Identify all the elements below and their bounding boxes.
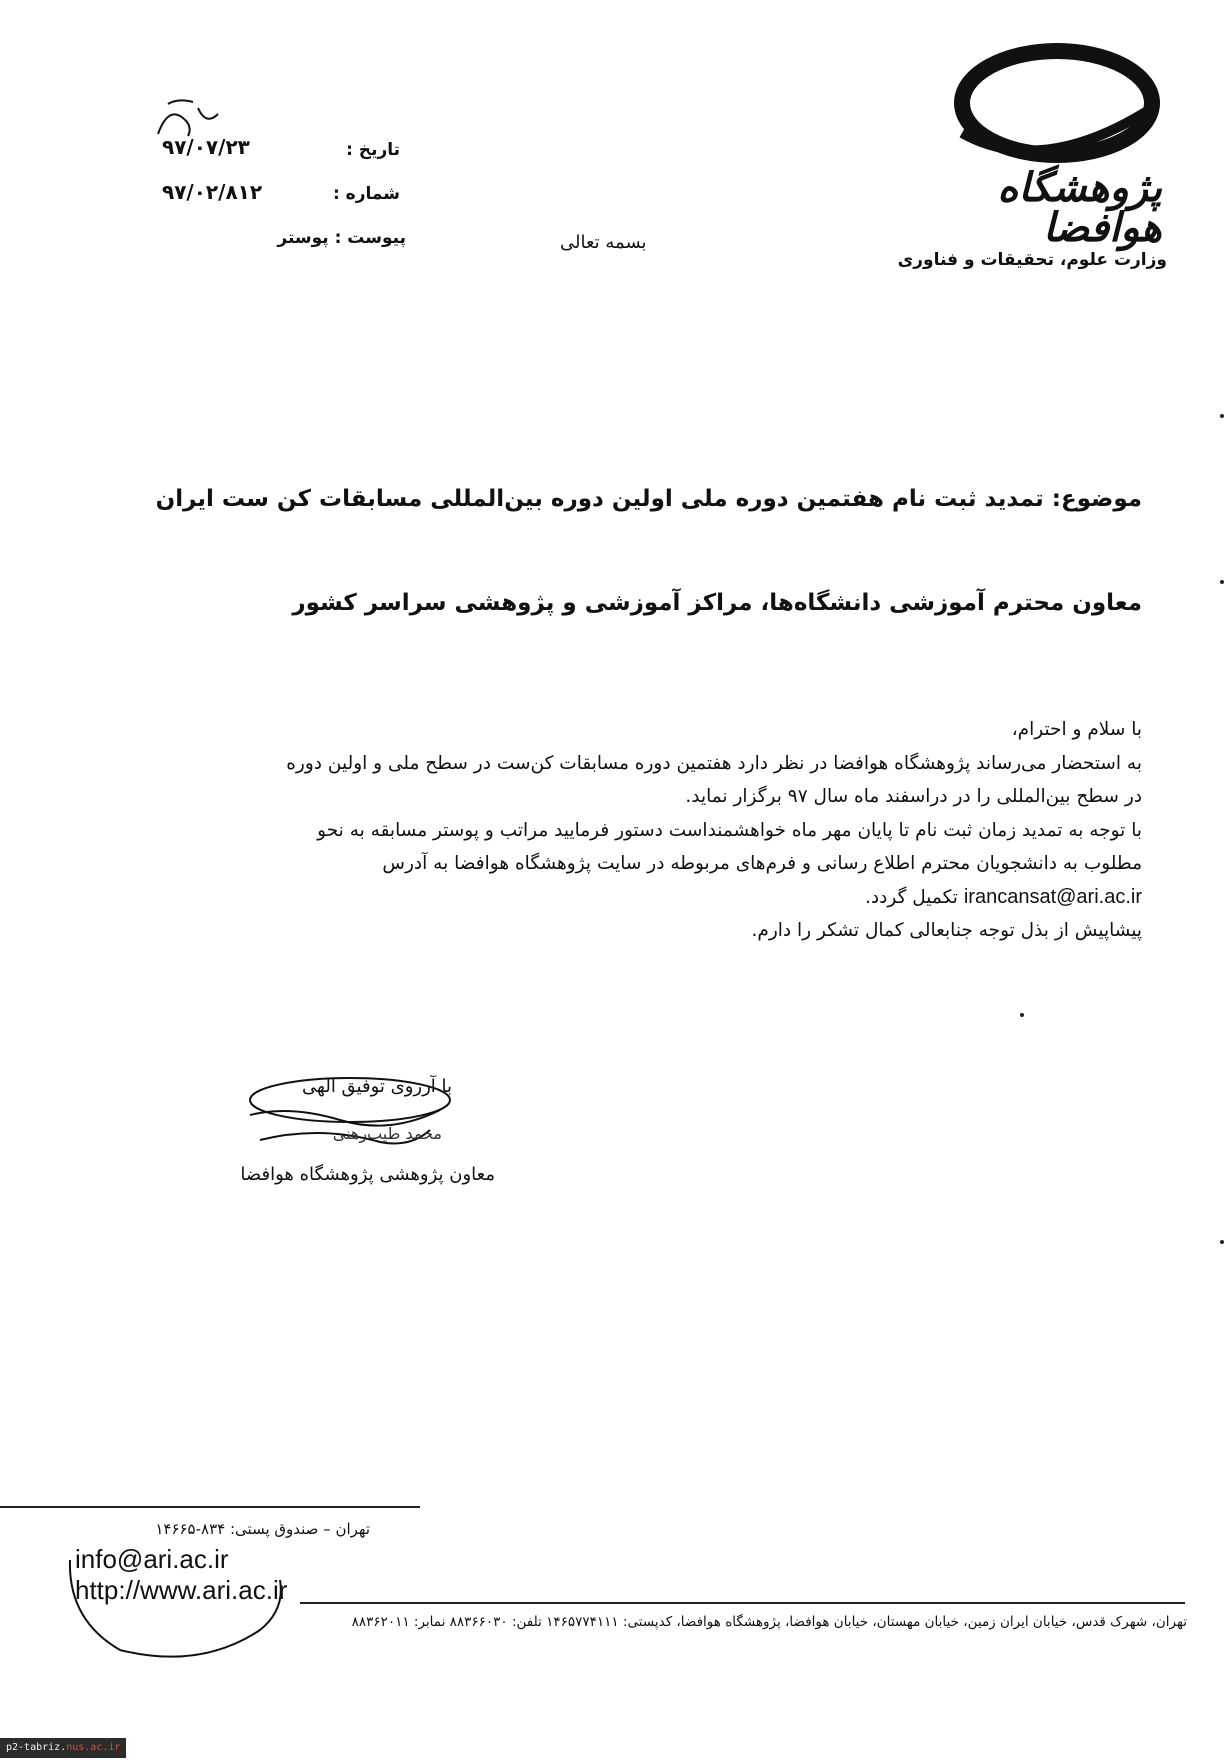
body-line: تکمیل گردد.	[865, 886, 958, 908]
punch-mark	[1220, 414, 1224, 418]
watermark-highlight: nus.ac.ir	[66, 1742, 121, 1753]
basmala: بسمه تعالی	[560, 232, 647, 253]
footer-address: تهران، شهرک قدس، خیابان ایران زمین، خیابان مهستان، خیابان هوافضا، پژوهشگاه هوافضا، کدپستی: ۱۴۶۵۷۷۴۱۱۱ تلفن: ۸۸۳۶۶۰۳۰ نمابر: ۸۸۳۶۲۰۱۱	[351, 1614, 1187, 1630]
punch-mark	[1020, 1013, 1024, 1017]
signature-closing: با آرزوی توفیق الهی	[302, 1076, 452, 1097]
footer-divider	[0, 1506, 420, 1508]
handwritten-mark	[60, 1540, 290, 1670]
date-value: ۹۷/۰۷/۲۳	[162, 135, 250, 159]
footer-website-link[interactable]: http://www.ari.ac.ir	[75, 1575, 288, 1605]
signer-title: معاون پژوهشی پژوهشگاه هوافضا	[240, 1164, 495, 1185]
body-line: با توجه به تمدید زمان ثبت نام تا پایان مهر ماه خواهشمنداست دستور فرمایید مراتب و پوستر مسابقه به نحو	[317, 819, 1142, 841]
organization-name: پژوهشگاه هوافضا	[997, 164, 1162, 251]
contact-email-link[interactable]: irancansat@ari.ac.ir	[963, 885, 1142, 908]
watermark-prefix: p2-tabriz.	[6, 1742, 67, 1753]
body-line: در سطح بین‌المللی را در دراسفند ماه سال ۹۷ برگزار نماید.	[685, 786, 1142, 807]
body-line: پیشاپیش از بذل توجه جنابعالی کمال تشکر را دارم.	[751, 920, 1142, 941]
body-line: به استحضار می‌رساند پژوهشگاه هوافضا در نظر دارد هفتمین دوره مسابقات کن‌ست در سطح ملی و اولین دوره	[286, 752, 1142, 774]
punch-mark	[1220, 1240, 1224, 1244]
attachment-label: پیوست : پوستر	[277, 228, 406, 248]
footer-divider	[300, 1602, 1185, 1604]
body-line: مطلوب به دانشجویان محترم اطلاع رسانی و فرم‌های مربوطه در سایت پژوهشگاه هوافضا به آدرس	[382, 853, 1142, 874]
number-label: شماره :	[332, 184, 400, 204]
footer-email-link[interactable]: info@ari.ac.ir	[75, 1544, 229, 1574]
letter-recipient: معاون محترم آموزشی دانشگاه‌ها، مراکز آموزشی و پژوهشی سراسر کشور	[292, 590, 1142, 616]
body-line-with-email	[152, 881, 1142, 915]
ministry-name: وزارت علوم، تحقیقات و فناوری	[897, 250, 1167, 270]
number-value: ۹۷/۰۲/۸۱۲	[162, 180, 263, 204]
punch-mark	[1220, 580, 1224, 584]
footer-postbox: تهران – صندوق پستی: ۸۳۴-۱۴۶۶۵	[155, 1520, 370, 1538]
body-line: با سلام و احترام،	[1011, 719, 1142, 740]
letter-subject: موضوع: تمدید ثبت نام هفتمین دوره ملی اولین دوره بین‌المللی مسابقات کن ست ایران	[155, 486, 1142, 512]
date-label: تاریخ :	[346, 140, 400, 160]
letter-body	[152, 713, 1142, 948]
signer-name: محمد طیب‌رهنی	[332, 1124, 442, 1143]
source-watermark	[0, 1738, 126, 1758]
